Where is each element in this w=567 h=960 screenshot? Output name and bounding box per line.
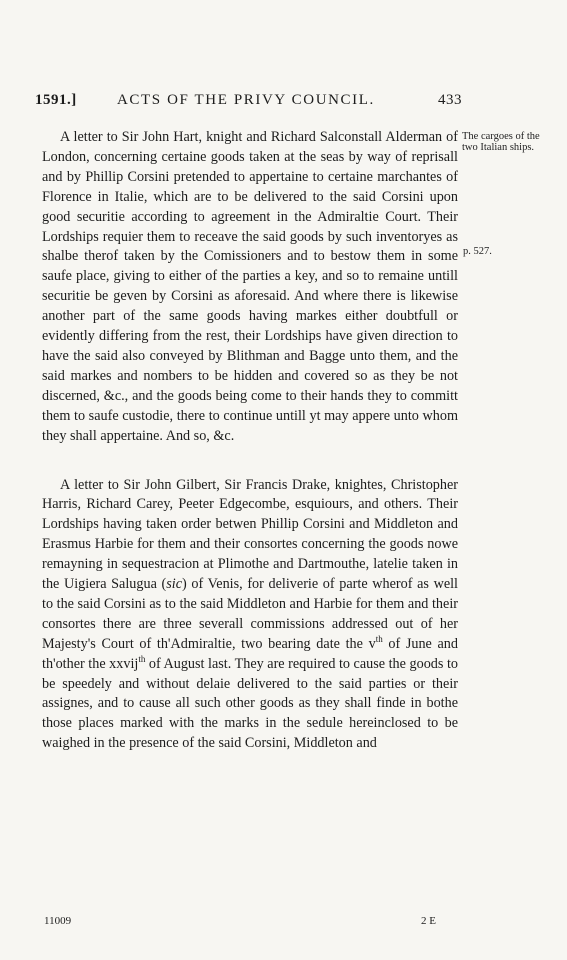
paragraph-letter-gilbert (42, 476, 458, 755)
margin-note-page-ref: p. 527. (463, 246, 492, 257)
superscript-th: th (138, 653, 146, 664)
document-body (42, 128, 458, 754)
paragraph-text-part: of June and th'other the xxvij (42, 635, 458, 672)
footer-signature-mark: 2 E (421, 915, 436, 927)
running-title: ACTS OF THE PRIVY COUNCIL. (117, 92, 375, 108)
footer-print-number: 11009 (44, 915, 72, 927)
superscript-th: th (375, 633, 383, 644)
paragraph-text-part: ) of Venis, for deliverie of parte wherof as well to the said Corsini as to the said Middleton and Harbie for them and their consortes there are three severall commissions addressed out of her Majesty's Court of th'Admiraltie, two bearing date the v (42, 576, 458, 652)
header-year: 1591.] (35, 92, 77, 108)
paragraph-letter-hart: A letter to Sir John Hart, knight and Richard Salconstall Alderman of London, concerning certaine goods taken at the seas by way of reprisall and by Phillip Corsini pretended to appertaine to certaine marchantes of Florence in Italie, which are to be delivered to the said Corsini upon good securitie according to agreement in the Admiraltie Court. Their Lordships requier them to receave the said goods by such inventoryes as shalbe therof taken by the Comissioners and to bestow them in some saufe place, giving to either of the parties a key, and so to remaine untill securitie be geven by Corsini as aforesaid. And where there is likewise another part of the same goods having markes either doubtfull or evidently differing from the rest, their Lordships have given direction to have the said also conveyed by Blithman and Bagge unto them, and the said markes and nombers to be hidden and covered so as they be not discerned, &c., and the goods being come to their hands they to committ them to saufe custodie, there to continue untill yt may appere unto whom they shall appertaine. And so, &c. (42, 129, 458, 444)
page-number: 433 (438, 92, 462, 108)
paragraph-text-part: of August last. They are required to cause the goods to be speedely and without delaie delivered to the said parties or their assignes, and to cause all such other goods as they shall finde in bothe those places marked with the marks in the sedule hereinclosed to be waighed in the presence of the said Corsini, Middleton and (42, 655, 458, 752)
sic-italic: sic (166, 576, 183, 593)
paragraph-text-part: A letter to Sir John Gilbert, Sir Francis Drake, knightes, Christopher Harris, Richard Carey, Peeter Edgecombe, esquiours, and others. Their Lordships having taken order betwen Phillip Corsini and Middleton and Erasmus Harbie for them and their consortes concerning the goods nowe remayning in sequestracion at Plimothe and Dartmouthe, latelie taken in the Uigiera Salugua ( (42, 476, 458, 593)
margin-note-cargoes: The cargoes of the two Italian ships. (462, 131, 540, 153)
